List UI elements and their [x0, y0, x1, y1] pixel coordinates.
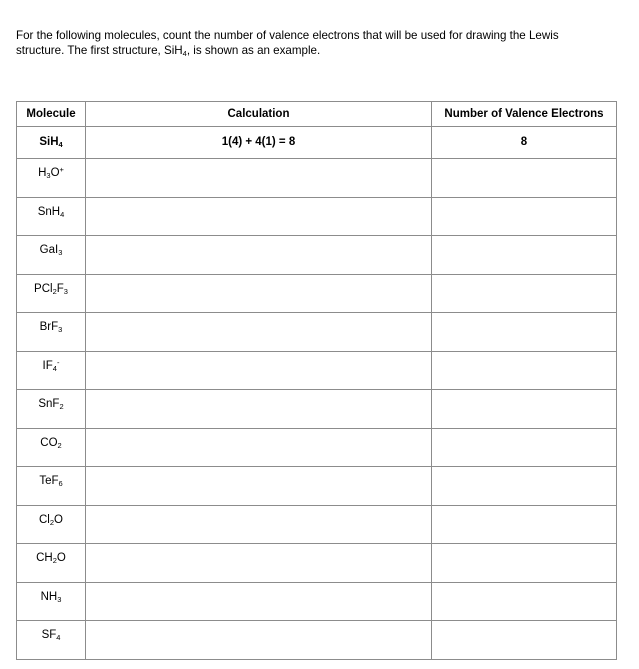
- instructions-line2: structure. The first structure, SiH$_4$, is shown as an example.: [16, 44, 321, 58]
- calculation-cell[interactable]: [86, 159, 432, 198]
- molecule-cell: SnH$_4$: [17, 197, 86, 236]
- valence-electrons-cell[interactable]: [432, 544, 617, 583]
- table-row: [17, 582, 617, 621]
- header-molecule: Molecule: [17, 102, 86, 127]
- table-row: [17, 159, 617, 198]
- molecule-cell: $IF_4^-$: [17, 351, 86, 390]
- valence-electrons-cell[interactable]: [432, 236, 617, 275]
- valence-electrons-cell[interactable]: [432, 197, 617, 236]
- example-valence-electrons: 8: [432, 127, 617, 159]
- calculation-cell[interactable]: [86, 467, 432, 506]
- table-row: [17, 505, 617, 544]
- molecule-cell: SnF$_2$: [17, 390, 86, 429]
- valence-electrons-cell[interactable]: [432, 274, 617, 313]
- valence-electrons-cell[interactable]: [432, 351, 617, 390]
- molecule-cell: $PCl_2F_3$: [17, 274, 86, 313]
- calculation-cell[interactable]: [86, 236, 432, 275]
- calculation-cell[interactable]: [86, 197, 432, 236]
- molecule-cell: $Cl_2O$: [17, 505, 86, 544]
- table-row: [17, 428, 617, 467]
- molecule-cell: $CO_2$: [17, 428, 86, 467]
- table-row: [17, 390, 617, 429]
- valence-electrons-cell[interactable]: [432, 313, 617, 352]
- instructions: [16, 28, 616, 59]
- table-row: [17, 544, 617, 583]
- example-calculation: 1(4) + 4(1) = 8: [86, 127, 432, 159]
- valence-electrons-cell[interactable]: [432, 467, 617, 506]
- calculation-cell[interactable]: [86, 544, 432, 583]
- instructions-line1: For the following molecules, count the number of valence electrons that will be used for drawing the Lewis: [16, 29, 559, 42]
- calculation-cell[interactable]: [86, 274, 432, 313]
- valence-electrons-cell[interactable]: [432, 159, 617, 198]
- table-row: [17, 236, 617, 275]
- table-row: [17, 621, 617, 660]
- calculation-cell[interactable]: [86, 582, 432, 621]
- example-row: [17, 127, 617, 159]
- molecule-cell: $NH_3$: [17, 582, 86, 621]
- calculation-cell[interactable]: [86, 390, 432, 429]
- calculation-cell[interactable]: [86, 621, 432, 660]
- valence-electron-table: [16, 101, 617, 660]
- table-row: [17, 351, 617, 390]
- calculation-cell[interactable]: [86, 313, 432, 352]
- calculation-cell[interactable]: [86, 351, 432, 390]
- calculation-cell[interactable]: [86, 428, 432, 467]
- header-valence-electrons: Number of Valence Electrons: [432, 102, 617, 127]
- molecule-cell: TeF$_6$: [17, 467, 86, 506]
- molecule-cell: BrF$_3$: [17, 313, 86, 352]
- valence-electrons-cell[interactable]: [432, 505, 617, 544]
- valence-electrons-cell[interactable]: [432, 428, 617, 467]
- valence-electrons-cell[interactable]: [432, 621, 617, 660]
- table-row: [17, 313, 617, 352]
- table-row: [17, 274, 617, 313]
- table-row: [17, 467, 617, 506]
- header-row: [17, 102, 617, 127]
- example-molecule: SiH$_4$: [17, 127, 86, 159]
- header-calculation: Calculation: [86, 102, 432, 127]
- molecule-cell: GaI$_3$: [17, 236, 86, 275]
- calculation-cell[interactable]: [86, 505, 432, 544]
- valence-electrons-cell[interactable]: [432, 582, 617, 621]
- molecule-cell: $SF_4$: [17, 621, 86, 660]
- molecule-cell: $H_3O^+$: [17, 159, 86, 198]
- valence-electrons-cell[interactable]: [432, 390, 617, 429]
- table-row: [17, 197, 617, 236]
- molecule-cell: $CH_2O$: [17, 544, 86, 583]
